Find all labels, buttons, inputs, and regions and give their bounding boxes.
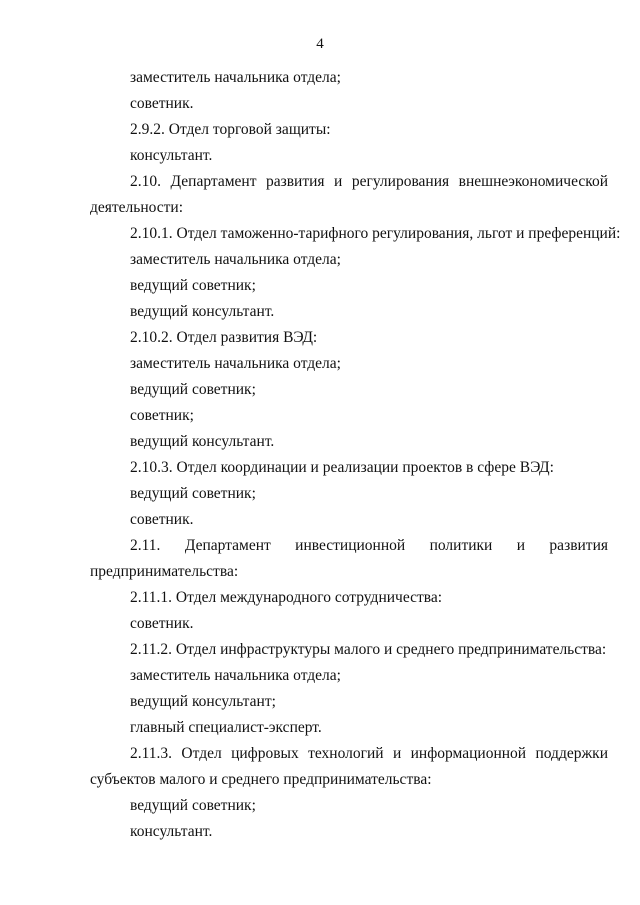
document-line: советник. (130, 511, 194, 528)
document-line: 2.10.1. Отдел таможенно-тарифного регулирования, льгот и преференций: (130, 225, 621, 242)
document-line: заместитель начальника отдела; (130, 69, 341, 86)
document-line: предпринимательства: (90, 563, 239, 580)
document-body (90, 65, 621, 845)
document-line: 2.11.1. Отдел международного сотрудничества: (130, 589, 443, 606)
page-number: 4 (316, 36, 324, 52)
document-line: субъектов малого и среднего предпринимательства: (90, 771, 432, 788)
document-line: 2.9.2. Отдел торговой защиты: (130, 121, 331, 138)
document-line: заместитель начальника отдела; (130, 355, 341, 372)
document-line: консультант. (130, 147, 213, 164)
document-line: советник. (130, 615, 194, 632)
document-line: 2.11.3. Отдел цифровых технологий и информационной поддержки (130, 745, 608, 762)
document-line: советник; (130, 407, 194, 424)
document-line: деятельности: (90, 199, 184, 216)
document-line: ведущий консультант. (130, 303, 275, 320)
document-line: главный специалист-эксперт. (130, 719, 322, 736)
document-line: заместитель начальника отдела; (130, 667, 341, 684)
document-line: ведущий советник; (130, 797, 256, 814)
document-line: ведущий советник; (130, 381, 256, 398)
document-line: ведущий консультант. (130, 433, 275, 450)
document-line: заместитель начальника отдела; (130, 251, 341, 268)
document-line: 2.10.2. Отдел развития ВЭД: (130, 329, 318, 346)
document-line: ведущий консультант; (130, 693, 276, 710)
document-line: консультант. (130, 823, 213, 840)
document-line: советник. (130, 95, 194, 112)
document-line: ведущий советник; (130, 485, 256, 502)
document-line: 2.10.3. Отдел координации и реализации проектов в сфере ВЭД: (130, 459, 554, 476)
document-line: 2.10. Департамент развития и регулирования внешнеэкономической (130, 173, 608, 190)
document-line: 2.11. Департамент инвестиционной политики и развития (130, 537, 608, 554)
document-line: ведущий советник; (130, 277, 256, 294)
document-line: 2.11.2. Отдел инфраструктуры малого и среднего предпринимательства: (130, 641, 607, 658)
